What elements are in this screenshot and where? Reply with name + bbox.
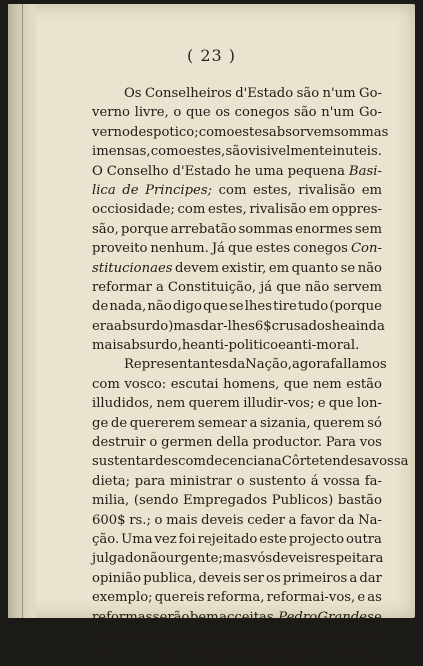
text-word: Na- (358, 512, 382, 528)
text-line (92, 414, 382, 433)
text-word: he (331, 318, 348, 334)
text-word: Go- (359, 86, 382, 101)
text-line (92, 336, 382, 355)
text-word: primeiro (92, 648, 150, 664)
page-number: ( 23 ) (186, 46, 236, 65)
text-word: acceitas. (219, 609, 278, 625)
text-word: Conselho (106, 163, 169, 179)
text-line (92, 278, 382, 297)
text-word: sommas (238, 221, 293, 237)
text-word: são, (92, 221, 119, 237)
text-word: (sendo (133, 493, 179, 509)
text-word: conegos (234, 105, 290, 121)
text-word: publica, (143, 570, 197, 586)
text-word: reformar (92, 279, 152, 295)
text-word: ministrar (169, 473, 232, 489)
text-word: as (367, 590, 382, 606)
text-word: despotico; (130, 124, 199, 140)
text-word: da (228, 357, 246, 373)
text-word: conegos (293, 241, 348, 257)
text-word: vós (250, 551, 273, 567)
text-word: Basi- (348, 163, 382, 179)
text-line (92, 200, 382, 219)
text-word: vos (359, 435, 382, 451)
text-word: já (260, 279, 273, 295)
text-word: tendes (319, 454, 364, 470)
text-word: a (288, 512, 297, 528)
text-word: digo (172, 299, 202, 315)
text-word: germen (161, 435, 213, 451)
text-word: á (310, 473, 319, 489)
text-word: anti-politico (198, 338, 279, 354)
text-word: porque (120, 221, 169, 237)
text-line (92, 472, 382, 491)
text-word: com (92, 376, 120, 392)
text-word: della (216, 435, 249, 451)
text-word: destruir (92, 435, 146, 451)
text-word: Go- (358, 105, 382, 121)
text-line (92, 162, 382, 181)
text-word: quereis (154, 590, 205, 606)
text-word: Os (124, 86, 142, 101)
text-word: maiores (206, 648, 260, 664)
text-word: vez (154, 531, 177, 547)
text-word: que (228, 241, 253, 257)
text-word: outra (346, 531, 382, 547)
text-word: da (338, 512, 355, 528)
text-word: bastão (337, 493, 382, 509)
text-word: estes, (186, 144, 226, 160)
text-word: estes, (208, 202, 247, 218)
text-word: milia, (92, 493, 130, 509)
text-word: pequena (287, 163, 345, 179)
text-word: O (92, 163, 103, 179)
text-word: e (317, 396, 326, 412)
text-word: verno (92, 124, 130, 140)
text-line (92, 530, 382, 549)
text-word: illudir-vos; (243, 396, 315, 412)
text-word: com (218, 182, 247, 198)
text-word: respeitar (314, 551, 376, 567)
text-word: se (340, 260, 356, 276)
text-word: homens, (223, 376, 280, 392)
text-word: povos (249, 628, 288, 644)
text-line (92, 317, 385, 336)
text-word: verno (92, 105, 130, 121)
text-word: bem (189, 609, 219, 625)
text-word: a (363, 454, 372, 470)
text-word: oppres- (331, 202, 382, 218)
text-word: Amigo (342, 648, 385, 664)
text-word: que (283, 376, 309, 392)
text-word: se (228, 299, 244, 315)
text-word: o (154, 512, 163, 528)
text-word: reformai-vos, (266, 590, 356, 606)
text-word: querem (188, 396, 240, 412)
text-line (92, 627, 382, 646)
text-word: d'Estado (172, 163, 231, 179)
text-word: foi (178, 531, 196, 547)
text-word: stitucionaes (92, 260, 173, 276)
text-word: deveis (201, 512, 244, 528)
text-word: n'um (321, 105, 355, 121)
text-word: da (289, 628, 307, 644)
text-word: Principes; (145, 182, 213, 198)
text-word: Conselheiros (144, 86, 232, 101)
text-word: O (331, 648, 343, 664)
text-word: fa- (364, 473, 382, 489)
text-word: agora (291, 357, 331, 373)
text-word: vosco: (124, 376, 167, 392)
text-line (92, 84, 382, 103)
text-line (92, 259, 382, 278)
text-word: Já (211, 241, 226, 257)
text-word: rs.; (129, 512, 151, 528)
text-word: são (296, 86, 320, 101)
text-word: lica (92, 182, 116, 198)
text-word: absurdo, (123, 338, 182, 354)
text-line (92, 549, 382, 568)
text-word: serão (152, 609, 190, 625)
text-word: era (92, 318, 114, 334)
text-word: semear (197, 415, 247, 431)
text-word: nada, (109, 299, 147, 315)
text-word: em (268, 260, 290, 276)
text-word: este (259, 531, 287, 547)
text-word: de (92, 299, 109, 315)
text-word: o (236, 473, 245, 489)
text-word: ge (92, 415, 109, 431)
text-word: primeiros (282, 570, 348, 586)
text-word: opinião (92, 570, 142, 586)
text-word: os (191, 648, 207, 664)
text-word: dar-lhes (200, 318, 255, 334)
text-word: não (147, 299, 172, 315)
text-word: ceder (247, 512, 285, 528)
text-line (92, 646, 385, 665)
text-word: livre, (134, 105, 169, 121)
text-line (92, 297, 382, 316)
text-line (92, 491, 382, 510)
text-word: o (373, 628, 382, 644)
text-word: estes, (253, 182, 292, 198)
text-word: rivalisão (249, 202, 307, 218)
text-word: proveito (92, 241, 148, 257)
text-word: nem (313, 376, 342, 392)
text-word: reformas (92, 609, 153, 625)
text-word: visivelmente (248, 144, 333, 160)
text-word: Côrte (281, 454, 320, 470)
text-word: que (276, 279, 301, 295)
text-line (92, 220, 382, 239)
text-word: são (294, 105, 317, 121)
text-word: não (357, 260, 382, 276)
text-line (92, 375, 382, 394)
text-word: e (278, 338, 286, 354)
text-word: na (265, 454, 282, 470)
text-word: sacrificios. (259, 648, 332, 664)
text-word: o (149, 435, 158, 451)
text-word: dieta; (92, 473, 131, 489)
text-word: devem (175, 260, 220, 276)
text-word: quererem (129, 415, 196, 431)
text-word: como (150, 144, 187, 160)
text-word: productor. (252, 435, 322, 451)
text-word: Para (325, 435, 357, 451)
text-word: mas (173, 318, 201, 334)
text-word: enormes (295, 221, 353, 237)
text-word: Grande (317, 609, 367, 625)
text-word: servem (333, 279, 382, 295)
text-word: a (375, 551, 384, 567)
text-word: mais (92, 338, 124, 354)
text-word: he (234, 163, 251, 179)
text-word: 6$ (254, 318, 272, 334)
text-line (92, 123, 389, 142)
text-word: estes (255, 241, 291, 257)
text-word: são (225, 144, 249, 160)
text-line (92, 142, 382, 161)
text-word: ainda (347, 318, 385, 334)
text-word: illudidos, (92, 396, 154, 412)
text-word: tire (273, 299, 297, 315)
text-word: decencia (205, 454, 266, 470)
text-word: de (122, 182, 139, 198)
text-word: n'um (322, 86, 356, 101)
text-word: em (308, 202, 330, 218)
text-word: deveis (198, 570, 242, 586)
text-word: só (367, 415, 382, 431)
text-line (92, 452, 409, 471)
text-word: reforma, (206, 590, 265, 606)
text-word: anti-moral. (285, 338, 360, 354)
text-line (92, 394, 382, 413)
text-line (92, 433, 382, 452)
text-line (92, 588, 382, 607)
text-word: incultos (194, 628, 248, 644)
text-word: exemplo; (92, 590, 153, 606)
text-word: os (266, 570, 281, 586)
text-word: não (141, 551, 166, 567)
text-word: projecto (288, 531, 345, 547)
text-word: a (149, 648, 158, 664)
text-word: Pedro (278, 609, 318, 625)
text-word: mas (222, 551, 251, 567)
text-word: he (181, 338, 199, 354)
text-word: sizania, (260, 415, 311, 431)
text-word: absorvem (268, 124, 334, 140)
text-word: que (328, 396, 354, 412)
text-line (92, 569, 382, 588)
book-page (8, 4, 415, 664)
text-word: rivalisão (298, 182, 356, 198)
text-word: para (134, 473, 166, 489)
text-word: Representantes (124, 357, 229, 373)
text-word: absurdo) (113, 318, 174, 334)
text-word: civilizar (122, 628, 176, 644)
text-word: em (361, 182, 382, 198)
text-word: vossa (323, 473, 361, 489)
text-word: Russia (308, 628, 353, 644)
text-word: estes (234, 124, 269, 140)
text-word: rejeitado (197, 531, 258, 547)
text-word: 600$ (92, 512, 126, 528)
text-line (92, 181, 382, 200)
text-word: querem (313, 415, 365, 431)
text-word: imensas, (92, 144, 151, 160)
text-word: julgado (92, 551, 142, 567)
text-word: nenhum. (150, 241, 209, 257)
text-word: Uma (121, 531, 153, 547)
text-word: quiz (92, 628, 121, 644)
text-word: como (198, 124, 235, 140)
text-word: occiosidade; (92, 202, 175, 218)
body-text (92, 84, 409, 666)
text-word: que (185, 105, 211, 121)
text-word: dar (359, 570, 382, 586)
text-word: escutai (170, 376, 219, 392)
text-word: mais (166, 512, 198, 528)
text-word: o (173, 105, 182, 121)
text-word: sommas (334, 124, 389, 140)
text-word: tudo (297, 299, 329, 315)
text-word: sustento (249, 473, 307, 489)
text-word: a (155, 279, 164, 295)
text-word: e (357, 590, 366, 606)
text-word: favor (300, 512, 335, 528)
text-word: nem (156, 396, 186, 412)
text-word: com (178, 454, 206, 470)
text-word: existir, (221, 260, 267, 276)
text-word: sustentardes (92, 454, 179, 470)
text-word: Nação, (245, 357, 292, 373)
text-word: ção. (92, 531, 120, 547)
text-word: a (349, 570, 358, 586)
text-word: lhes (244, 299, 273, 315)
text-line (92, 355, 387, 374)
text-word: se (367, 609, 382, 625)
text-word: de (110, 415, 128, 431)
text-word: Constituição, (167, 279, 257, 295)
text-word: fazer (157, 648, 192, 664)
text-word: arrebatão (170, 221, 237, 237)
text-word: deveis (272, 551, 315, 567)
text-word: (porque (329, 299, 382, 315)
text-word: os (215, 105, 231, 121)
text-word: fallamos (330, 357, 387, 373)
text-word: Publicos) (271, 493, 334, 509)
text-word: foi (354, 628, 372, 644)
text-word: inuteis. (332, 144, 382, 160)
text-word: d'Estado (235, 86, 294, 101)
text-word: sem (354, 221, 382, 237)
text-word: a (249, 415, 258, 431)
text-word: lon- (356, 396, 382, 412)
text-line (92, 239, 382, 258)
text-word: vossa (371, 454, 409, 470)
page-gutter (8, 4, 36, 618)
text-word: ser (243, 570, 264, 586)
text-line (92, 511, 382, 530)
text-word: urgente; (165, 551, 223, 567)
text-word: Empregados (183, 493, 268, 509)
text-word: não (305, 279, 330, 295)
text-word: com (177, 202, 206, 218)
text-word: crusados (271, 318, 332, 334)
text-word: uma (254, 163, 284, 179)
text-line (92, 103, 382, 122)
text-word: estão (346, 376, 382, 392)
text-word: que (203, 299, 228, 315)
gutter-fold-line (22, 4, 23, 618)
text-word: quanto (291, 260, 339, 276)
text-word: os (177, 628, 193, 644)
text-line (92, 608, 382, 627)
text-word: Con- (350, 241, 382, 257)
